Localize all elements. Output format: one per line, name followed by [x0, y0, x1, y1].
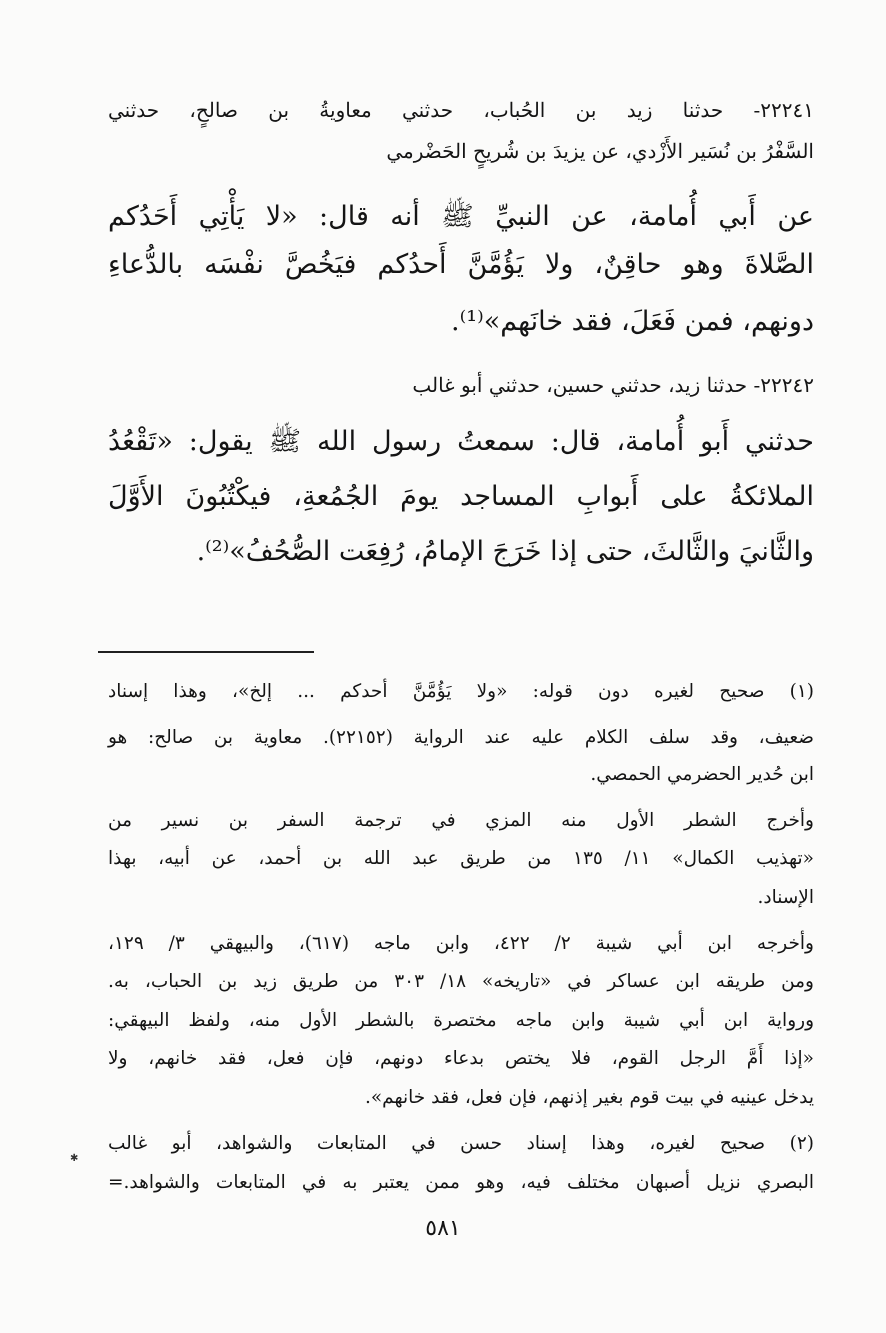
footnote-line: الإسناد. [757, 887, 814, 908]
hadith-22242-chain-line-1: ٢٢٢٤٢- حدثنا زيد، حدثني حسين، حدثني أبو غالب [412, 373, 814, 397]
page-number: ٥٨١ [425, 1216, 461, 1241]
footnote-line: وأخرج الشطر الأول منه المزي في ترجمة السفر بن نسير من [108, 810, 814, 831]
hadith-22241-matn-line-2: الصَّلاةَ وهو حاقِنٌ، ولا يَؤُمَّنَّ أَحدُكم فيَخُصَّ نفْسَه بالدُّعاءِ [108, 249, 814, 280]
footnote-line: ضعيف، وقد سلف الكلام عليه عند الرواية (٢٢١٥٢). معاوية بن صالح: هو [108, 727, 815, 748]
hadith-22241-matn-line-1: عن أَبي أُمامة، عن النبيِّ ﷺ أنه قال: «لا يَأْتِي أَحَدُكم [108, 201, 814, 232]
margin-mark-icon: ✱ [70, 1153, 79, 1164]
footnote-line: ابن حُدير الحضرمي الحمصي. [590, 764, 814, 785]
hadith-22242-matn-line-2: الملائكةُ على أَبوابِ المساجد يومَ الجُمُعةِ، فيكْتُبُونَ الأَوَّلَ [108, 481, 814, 512]
hadith-22241-chain-line-1: ٢٢٢٤١- حدثنا زيد بن الحُباب، حدثني معاويةُ بن صالحٍ، حدثني [108, 98, 814, 122]
footnote-line: (٢) صحيح لغيره، وهذا إسناد حسن في المتابعات والشواهد، أبو غالب [108, 1133, 814, 1154]
footnote-separator [98, 651, 314, 653]
hadith-22241-chain-line-2: السَّفْرُ بن نُسَير الأَزْدي، عن يزيدَ بن شُريحٍ الحَضْرمي [386, 139, 814, 163]
footnote-line: ومن طريقه ابن عساكر في «تاريخه» ١٨/ ٣٠٣ من طريق زيد بن الحباب، به. [108, 971, 814, 992]
footnote-line: وأخرجه ابن أبي شيبة ٢/ ٤٢٢، وابن ماجه (٦١٧)، والبيهقي ٣/ ١٢٩، [108, 933, 814, 954]
footnote-line: البصري نزيل أصبهان مختلف فيه، وهو ممن يعتبر به في المتابعات والشواهد.= [108, 1172, 814, 1193]
footnote-line: «إذا أَمَّ الرجل القوم، فلا يختص بدعاء دونهم، فإن فعل، فقد خانهم، ولا [108, 1048, 814, 1069]
footnote-line: (١) صحيح لغيره دون قوله: «ولا يَؤُمَّنَّ أحدكم ... إلخ»، وهذا إسناد [108, 681, 814, 702]
hadith-22242-matn-line-3: والثَّانيَ والثَّالثَ، حتى إذا خَرَجَ الإمامُ، رُفِعَت الصُّحُفُ»⁽²⁾. [196, 536, 814, 567]
hadith-22241-matn-line-3: دونهم، فمن فَعَلَ، فقد خانَهم»⁽¹⁾. [451, 306, 814, 337]
footnote-line: «تهذيب الكمال» ١١/ ١٣٥ من طريق عبد الله بن أحمد، عن أبيه، بهذا [108, 848, 814, 869]
hadith-22242-matn-line-1: حدثني أَبو أُمامة، قال: سمعتُ رسول الله ﷺ يقول: «تَقْعُدُ [108, 426, 815, 457]
footnote-line: يدخل عينيه في بيت قوم بغير إذنهم، فإن فعل، فقد خانهم». [364, 1087, 814, 1108]
footnote-line: ورواية ابن أبي شيبة وابن ماجه مختصرة بالشطر الأول منه، ولفظ البيهقي: [108, 1010, 814, 1031]
